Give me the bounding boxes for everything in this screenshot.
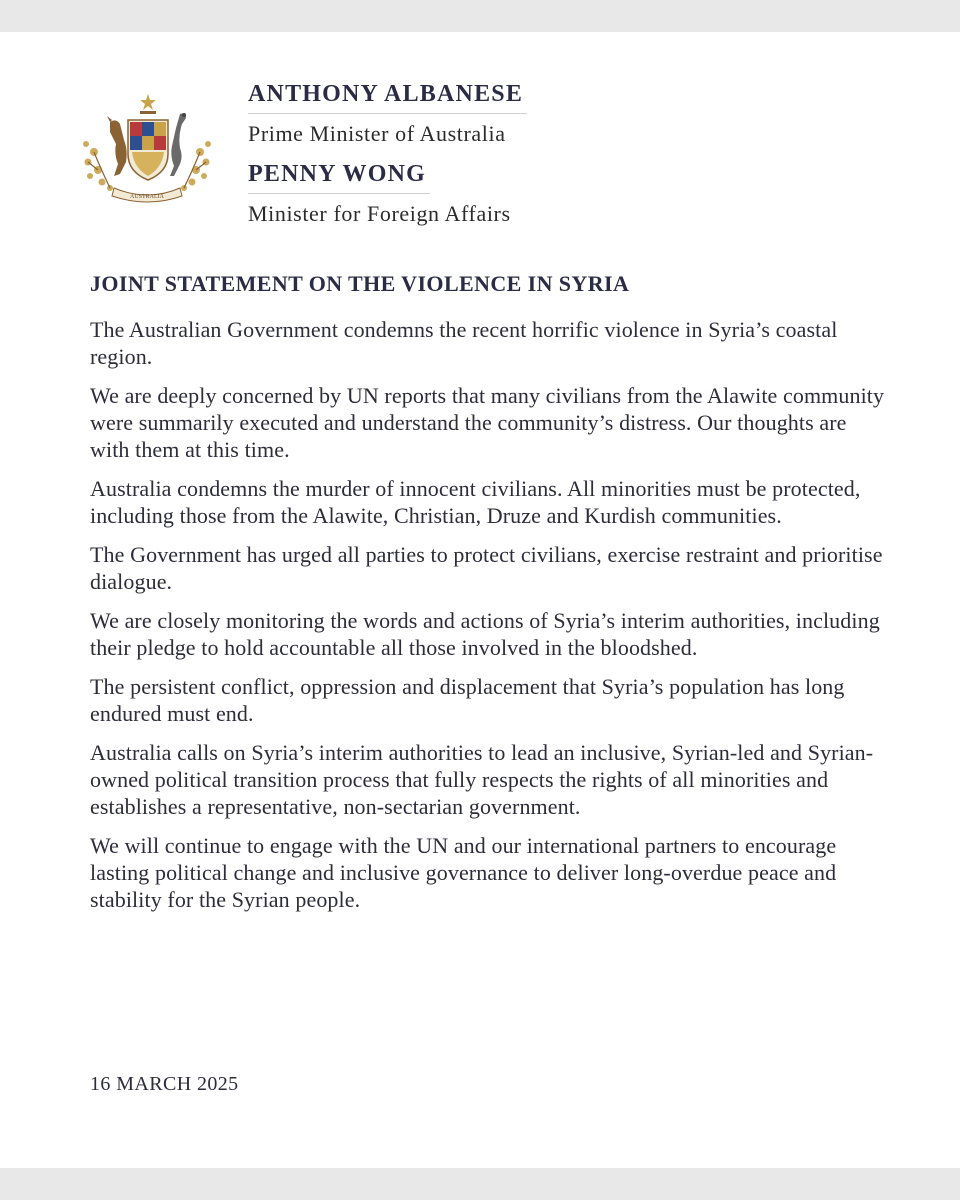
signatory-wong	[248, 160, 511, 227]
statement-paragraph: The Australian Government condemns the recent horrific violence in Syria’s coastal region.	[90, 317, 838, 369]
signatory-title: Prime Minister of Australia	[248, 121, 506, 146]
statement-heading: JOINT STATEMENT ON THE VIOLENCE IN SYRIA	[90, 271, 630, 296]
signatory-name: ANTHONY ALBANESE	[248, 80, 527, 114]
statement-paragraph: Australia calls on Syria’s interim authorities to lead an inclusive, Syrian-led and Syrian-owned political transition process that fully respects the rights of all minorities and establishes a representative, non-sectarian government.	[90, 740, 874, 819]
crest-scroll-text: AUSTRALIA	[130, 194, 164, 200]
top-border-band	[0, 0, 960, 32]
statement-paragraph: We are deeply concerned by UN reports that many civilians from the Alawite community were summarily executed and understand the community’s distress. Our thoughts are with them at this time.	[90, 383, 885, 462]
statement-paragraph: We are closely monitoring the words and actions of Syria’s interim authorities, including their pledge to hold accountable all those involved in the bloodshed.	[90, 608, 880, 660]
signatory-title: Minister for Foreign Affairs	[248, 201, 511, 226]
statement-paragraph: The Government has urged all parties to protect civilians, exercise restraint and prioritise dialogue.	[90, 542, 883, 594]
statement-paragraph: We will continue to engage with the UN and our international partners to encourage lasting political change and inclusive governance to deliver long-overdue peace and stability for the Syrian people.	[90, 833, 837, 912]
coat-of-arms-icon	[80, 92, 214, 206]
signatory-albanese	[248, 80, 527, 147]
statement-body	[90, 316, 890, 925]
statement-paragraph: Australia condemns the murder of innocent civilians. All minorities must be protected, including those from the Alawite, Christian, Druze and Kurdish communities.	[90, 476, 861, 528]
bottom-border-band	[0, 1168, 960, 1200]
signatory-name: PENNY WONG	[248, 160, 430, 194]
statement-date: 16 MARCH 2025	[90, 1073, 239, 1095]
statement-paragraph: The persistent conflict, oppression and displacement that Syria’s population has long endured must end.	[90, 674, 845, 726]
